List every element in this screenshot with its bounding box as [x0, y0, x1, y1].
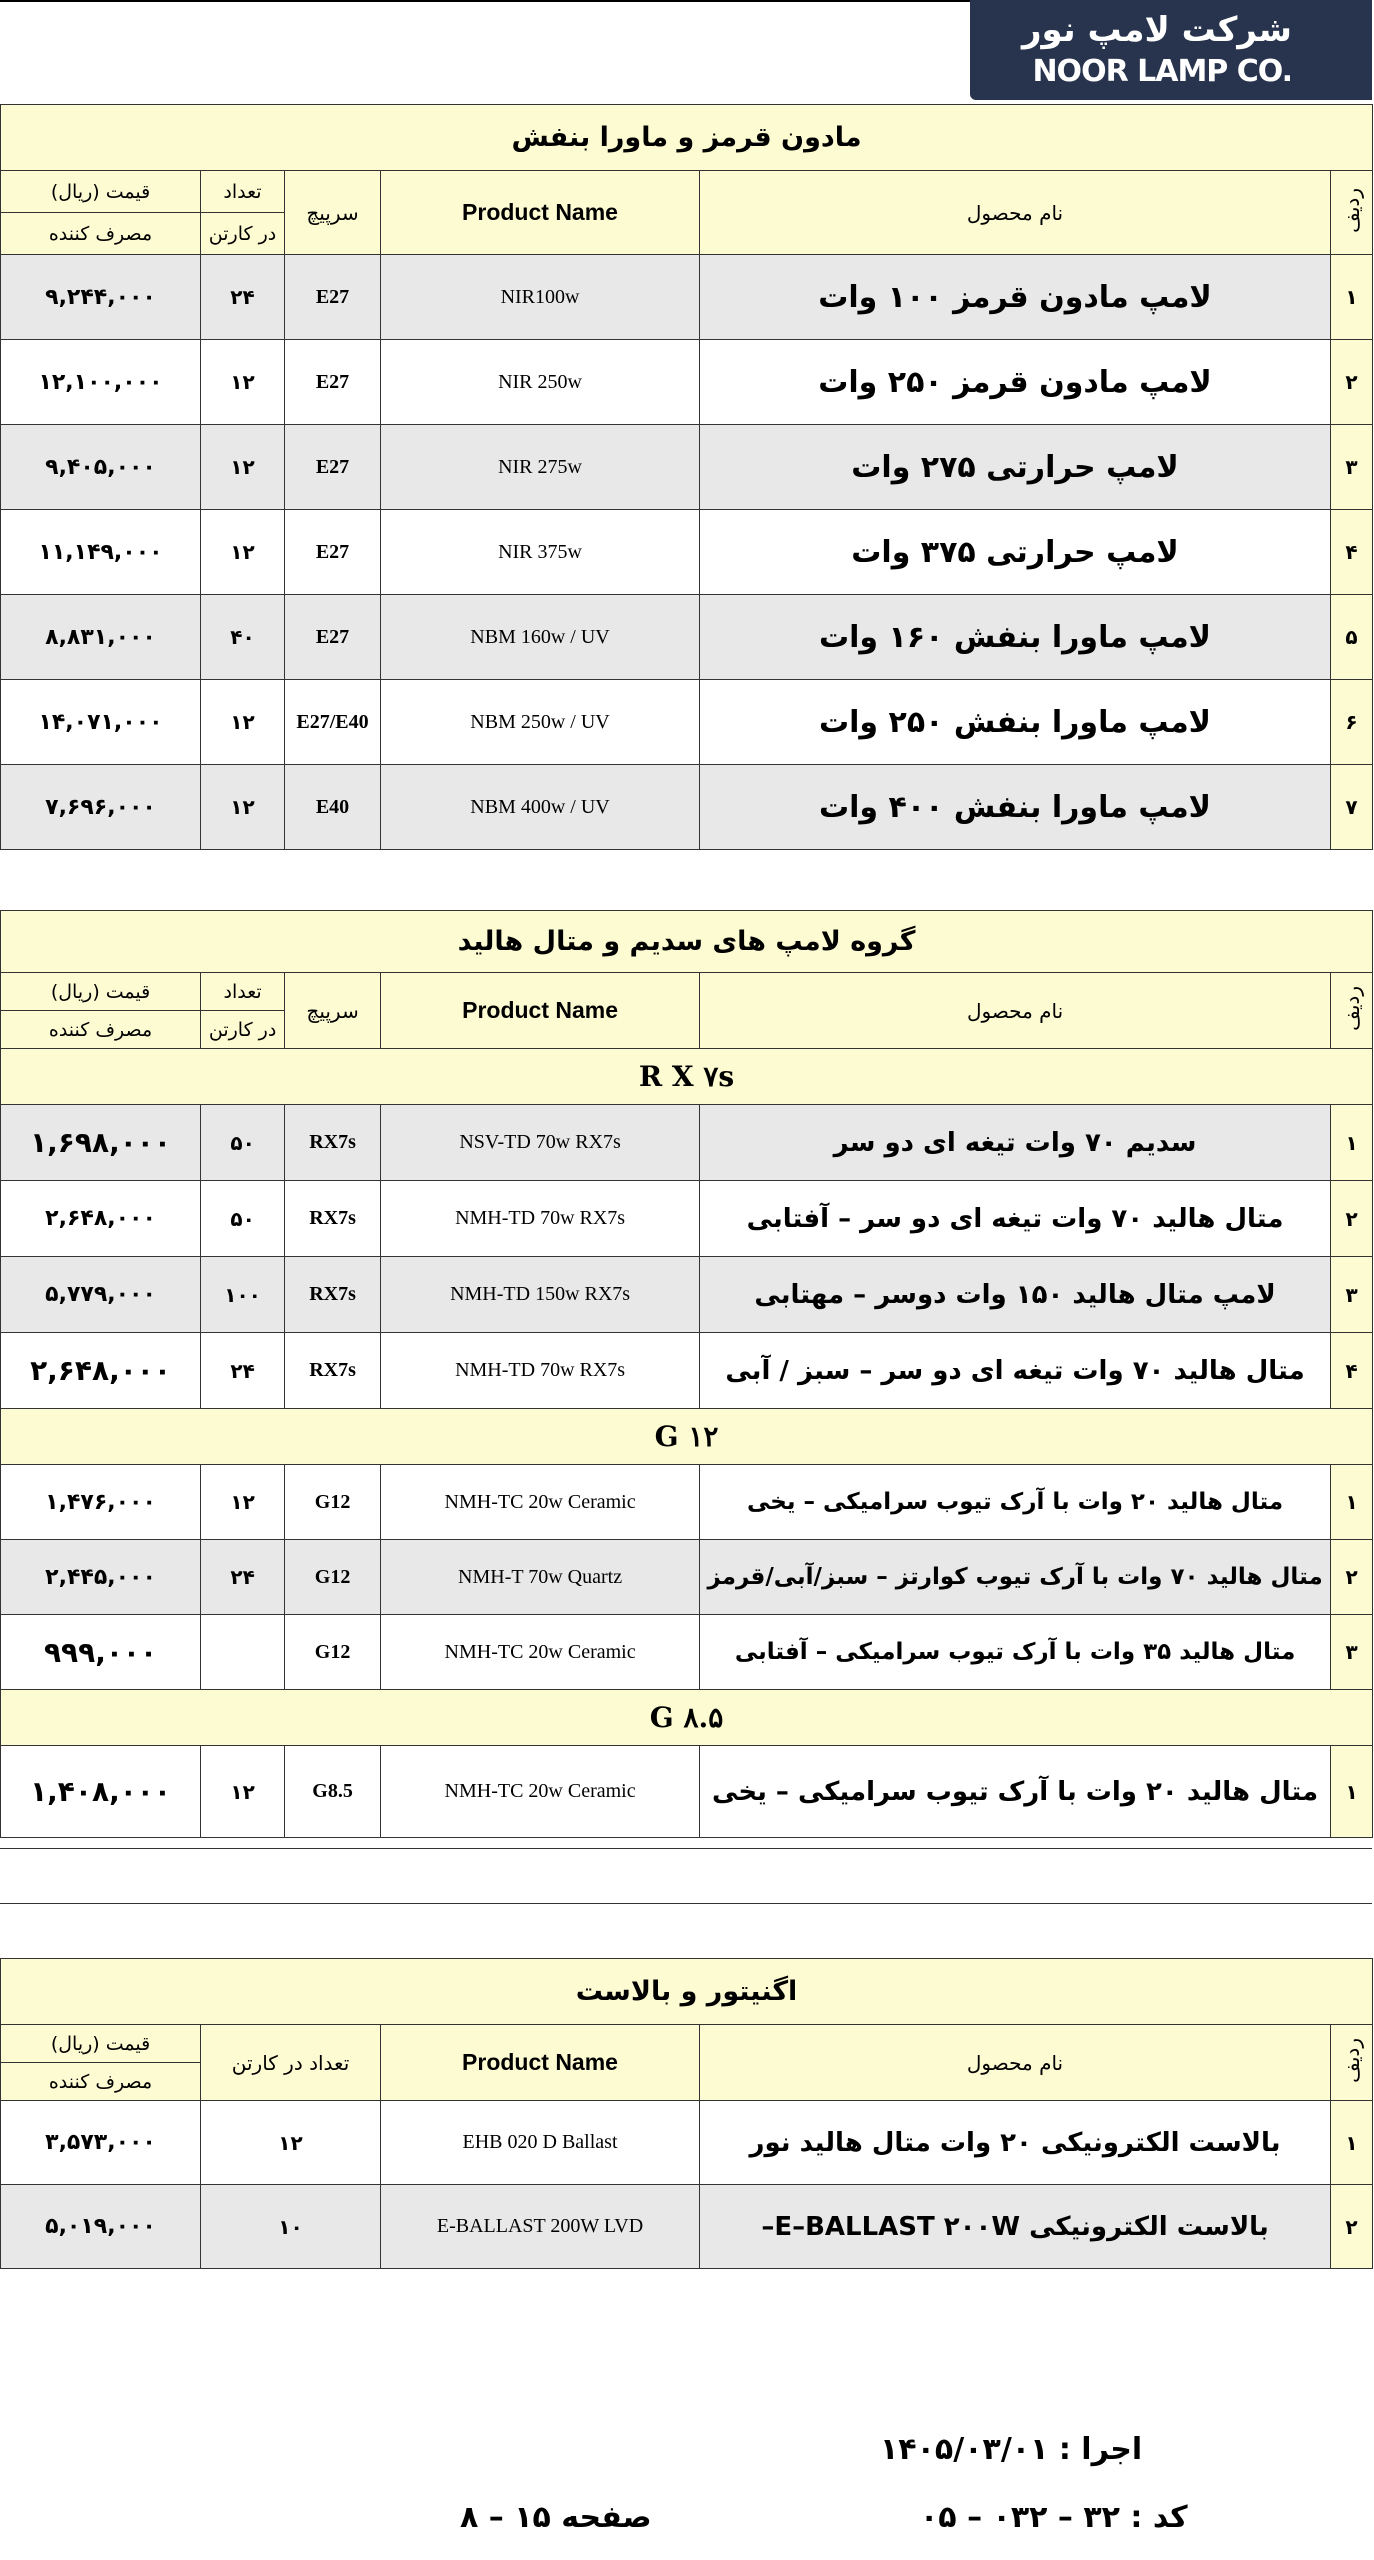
consumer-price: ۱۱,۱۴۹,۰۰۰ [1, 510, 201, 595]
header-name-en: Product Name [381, 171, 700, 255]
product-name-fa: متال هالید ۷۰ وات تیغه ای دو سر – سبز / آبی [700, 1333, 1331, 1409]
consumer-price: ۵,۷۷۹,۰۰۰ [1, 1257, 201, 1333]
table-row [1, 595, 1373, 680]
section-title: گروه لامپ های سدیم و متال هالید [1, 911, 1373, 973]
row-number: ۷ [1331, 765, 1373, 850]
header-price-bottom: مصرف کننده [1, 213, 201, 255]
footer-code: کد : ۳۲ – ۰۳۲ – ۰۵ [920, 2500, 1188, 2535]
carton-qty: ۴۰ [201, 595, 285, 680]
logo-text-en: NOOR LAMP CO. [1032, 54, 1292, 89]
product-name-fa: لامپ حرارتی ۳۷۵ وات [700, 510, 1331, 595]
product-name-fa: متال هالید ۲۰ وات با آرک تیوب سرامیکی – یخی [700, 1465, 1331, 1540]
carton-qty: ۵۰ [201, 1181, 285, 1257]
row-number: ۵ [1331, 595, 1373, 680]
carton-qty: ۱۲ [201, 765, 285, 850]
carton-qty: ۱۲ [201, 510, 285, 595]
carton-qty: ۲۴ [201, 255, 285, 340]
product-name-fa: لامپ متال هالید ۱۵۰ وات دوسر – مهتابی [700, 1257, 1331, 1333]
table-row [1, 1333, 1373, 1409]
product-name-en: NMH-TC 20w Ceramic [381, 1746, 700, 1838]
table-row [1, 1181, 1373, 1257]
product-name-fa: لامپ ماورا بنفش ۴۰۰ وات [700, 765, 1331, 850]
header-qty-bottom: در کارتن [201, 213, 285, 255]
carton-qty: ۱۲ [201, 680, 285, 765]
consumer-price: ۹۹۹,۰۰۰ [1, 1615, 201, 1690]
table-row [1, 2185, 1373, 2269]
header-base: سرپیچ [285, 973, 381, 1049]
table-infrared-uv [0, 104, 1373, 850]
product-name-fa: لامپ مادون قرمز ۲۵۰ وات [700, 340, 1331, 425]
header-qty-top: تعداد [201, 973, 285, 1011]
consumer-price: ۵,۰۱۹,۰۰۰ [1, 2185, 201, 2269]
consumer-price: ۹,۴۰۵,۰۰۰ [1, 425, 201, 510]
consumer-price: ۸,۸۳۱,۰۰۰ [1, 595, 201, 680]
header-name-en: Product Name [381, 973, 700, 1049]
table-row [1, 1746, 1373, 1838]
table-row [1, 1615, 1373, 1690]
group-title-g12: G ۱۲ [1, 1409, 1373, 1465]
base-type: E27 [285, 255, 381, 340]
product-name-en: NIR 375w [381, 510, 700, 595]
product-name-en: NBM 160w / UV [381, 595, 700, 680]
row-number: ۳ [1331, 1615, 1373, 1690]
product-name-fa: لامپ حرارتی ۲۷۵ وات [700, 425, 1331, 510]
carton-qty: ۱۲ [201, 425, 285, 510]
header-radif: ردیف [1331, 171, 1373, 255]
carton-qty [201, 1615, 285, 1690]
product-name-en: NIR100w [381, 255, 700, 340]
row-number: ۲ [1331, 1540, 1373, 1615]
table-sodium-metal-halide [0, 910, 1373, 1838]
product-name-en: NBM 400w / UV [381, 765, 700, 850]
table-row [1, 510, 1373, 595]
header-name-fa: نام محصول [700, 973, 1331, 1049]
header-radif: ردیف [1331, 2025, 1373, 2101]
carton-qty: ۱۲ [201, 340, 285, 425]
header-qty-bottom: در کارتن [201, 1011, 285, 1049]
carton-qty: ۲۴ [201, 1333, 285, 1409]
product-name-en: NSV-TD 70w RX7s [381, 1105, 700, 1181]
base-type: E27 [285, 425, 381, 510]
row-number: ۴ [1331, 1333, 1373, 1409]
table-row [1, 765, 1373, 850]
product-name-fa: لامپ ماورا بنفش ۱۶۰ وات [700, 595, 1331, 680]
header-price-top: قیمت (ریال) [1, 171, 201, 213]
base-type: G12 [285, 1465, 381, 1540]
base-type: E27/E40 [285, 680, 381, 765]
section-title: مادون قرمز و ماورا بنفش [1, 105, 1373, 171]
product-name-fa: متال هالید ۲۰ وات با آرک تیوب سرامیکی – یخی [700, 1746, 1331, 1838]
product-name-fa: لامپ ماورا بنفش ۲۵۰ وات [700, 680, 1331, 765]
product-name-en: NMH-TD 70w RX7s [381, 1181, 700, 1257]
carton-qty: ۲۴ [201, 1540, 285, 1615]
header-price-top: قیمت (ریال) [1, 2025, 201, 2063]
product-name-fa: متال هالید ۳۵ وات با آرک تیوب سرامیکی – آفتابی [700, 1615, 1331, 1690]
product-name-fa: متال هالید ۷۰ وات تیغه ای دو سر – آفتابی [700, 1181, 1331, 1257]
row-number: ۱ [1331, 255, 1373, 340]
product-name-fa: بالاست الکترونیکی ۲۰ وات متال هالید نور [700, 2101, 1331, 2185]
product-name-fa: لامپ مادون قرمز ۱۰۰ وات [700, 255, 1331, 340]
header-qty: تعداد در کارتن [201, 2025, 381, 2101]
carton-qty: ۱۰۰ [201, 1257, 285, 1333]
base-type: RX7s [285, 1333, 381, 1409]
consumer-price: ۳,۵۷۳,۰۰۰ [1, 2101, 201, 2185]
base-type: G12 [285, 1615, 381, 1690]
consumer-price: ۲,۶۴۸,۰۰۰ [1, 1181, 201, 1257]
consumer-price: ۱,۶۹۸,۰۰۰ [1, 1105, 201, 1181]
consumer-price: ۲,۶۴۸,۰۰۰ [1, 1333, 201, 1409]
consumer-price: ۷,۶۹۶,۰۰۰ [1, 765, 201, 850]
product-name-en: E-BALLAST 200W LVD [381, 2185, 700, 2269]
header-price-bottom: مصرف کننده [1, 2063, 201, 2101]
carton-qty: ۱۲ [201, 2101, 381, 2185]
table-row [1, 340, 1373, 425]
carton-qty: ۱۲ [201, 1465, 285, 1540]
row-number: ۲ [1331, 2185, 1373, 2269]
group-title-rx7s: R X ۷s [1, 1049, 1373, 1105]
header-price-top: قیمت (ریال) [1, 973, 201, 1011]
table-row [1, 1465, 1373, 1540]
table-row [1, 680, 1373, 765]
table-row [1, 1540, 1373, 1615]
consumer-price: ۹,۲۴۴,۰۰۰ [1, 255, 201, 340]
consumer-price: ۱,۴۰۸,۰۰۰ [1, 1746, 201, 1838]
footer-date: اجرا : ۱۴۰۵/۰۳/۰۱ [880, 2432, 1143, 2467]
header-name-fa: نام محصول [700, 2025, 1331, 2101]
row-number: ۱ [1331, 2101, 1373, 2185]
table-row [1, 255, 1373, 340]
base-type: RX7s [285, 1105, 381, 1181]
product-name-en: NMH-T 70w Quartz [381, 1540, 700, 1615]
base-type: E27 [285, 510, 381, 595]
row-number: ۲ [1331, 1181, 1373, 1257]
product-name-fa: بالاست الکترونیکی E–BALLAST ۲۰۰W– [700, 2185, 1331, 2269]
product-name-en: NMH-TC 20w Ceramic [381, 1615, 700, 1690]
consumer-price: ۱۲,۱۰۰,۰۰۰ [1, 340, 201, 425]
consumer-price: ۲,۴۴۵,۰۰۰ [1, 1540, 201, 1615]
table-row [1, 1105, 1373, 1181]
product-name-en: NMH-TC 20w Ceramic [381, 1465, 700, 1540]
base-type: E40 [285, 765, 381, 850]
table-igniter-ballast [0, 1958, 1373, 2269]
row-number: ۱ [1331, 1465, 1373, 1540]
carton-qty: ۵۰ [201, 1105, 285, 1181]
row-number: ۶ [1331, 680, 1373, 765]
table-row [1, 425, 1373, 510]
header-name-en: Product Name [381, 2025, 700, 2101]
product-name-fa: متال هالید ۷۰ وات با آرک تیوب کوارتز – سبز/آبی/قرمز [700, 1540, 1331, 1615]
header-price-bottom: مصرف کننده [1, 1011, 201, 1049]
base-type: G8.5 [285, 1746, 381, 1838]
product-name-en: NMH-TD 70w RX7s [381, 1333, 700, 1409]
consumer-price: ۱۴,۰۷۱,۰۰۰ [1, 680, 201, 765]
header-base: سرپیچ [285, 171, 381, 255]
carton-qty: ۱۲ [201, 1746, 285, 1838]
carton-qty: ۱۰ [201, 2185, 381, 2269]
product-name-fa: سدیم ۷۰ وات تیغه ای دو سر [700, 1105, 1331, 1181]
base-type: RX7s [285, 1181, 381, 1257]
product-name-en: EHB 020 D Ballast [381, 2101, 700, 2185]
table-row [1, 1257, 1373, 1333]
product-name-en: NBM 250w / UV [381, 680, 700, 765]
base-type: RX7s [285, 1257, 381, 1333]
section-title: اگنیتور و بالاست [1, 1959, 1373, 2025]
top-rule [0, 0, 970, 2]
base-type: E27 [285, 340, 381, 425]
group-title-g85: G ۸.۵ [1, 1690, 1373, 1746]
row-number: ۳ [1331, 1257, 1373, 1333]
header-qty-top: تعداد [201, 171, 285, 213]
company-logo [970, 0, 1372, 100]
row-number: ۳ [1331, 425, 1373, 510]
blank-spacer-row [0, 1848, 1372, 1904]
consumer-price: ۱,۴۷۶,۰۰۰ [1, 1465, 201, 1540]
base-type: G12 [285, 1540, 381, 1615]
row-number: ۱ [1331, 1105, 1373, 1181]
logo-text-fa: شرکت لامپ نور [1021, 10, 1292, 50]
row-number: ۲ [1331, 340, 1373, 425]
row-number: ۴ [1331, 510, 1373, 595]
header-name-fa: نام محصول [700, 171, 1331, 255]
row-number: ۱ [1331, 1746, 1373, 1838]
footer-page: صفحه ۱۵ – ۸ [460, 2500, 652, 2535]
product-name-en: NIR 275w [381, 425, 700, 510]
product-name-en: NMH-TD 150w RX7s [381, 1257, 700, 1333]
header-radif: ردیف [1331, 973, 1373, 1049]
product-name-en: NIR 250w [381, 340, 700, 425]
base-type: E27 [285, 595, 381, 680]
table-row [1, 2101, 1373, 2185]
